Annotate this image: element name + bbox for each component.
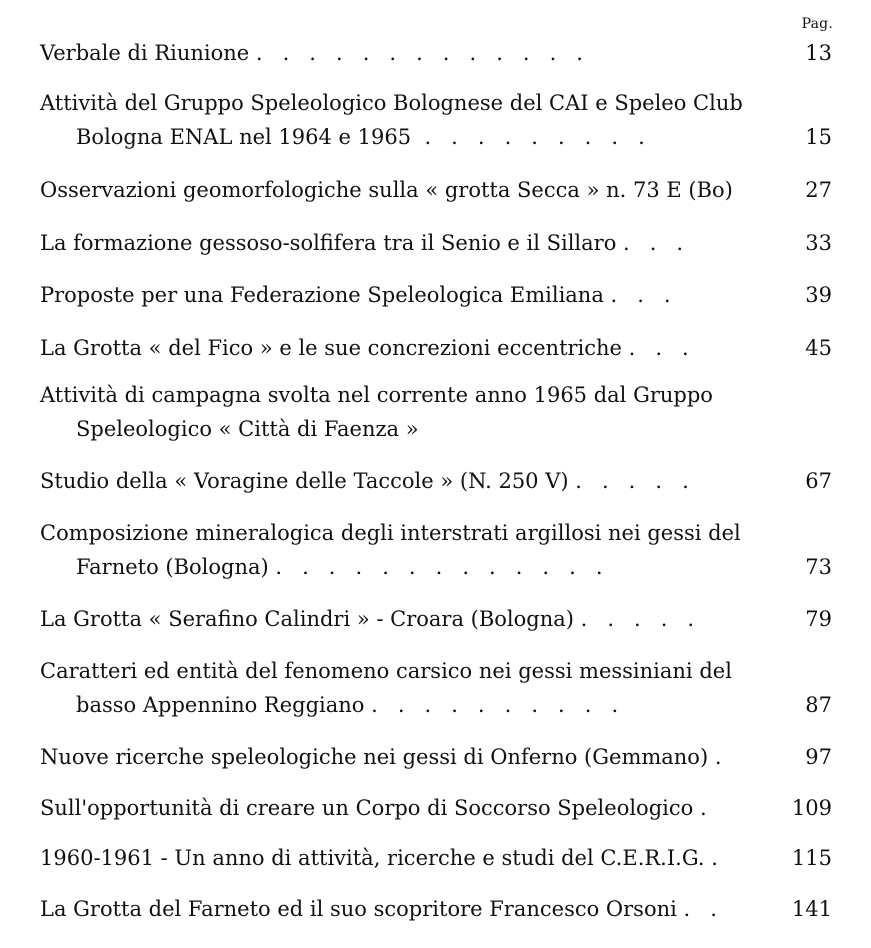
toc-entry-leader-dots: . . . . . . . . . . . . . — [249, 41, 583, 65]
toc-entry-title-line: Attività di campagna svolta nel corrente anno 1965 dal Gruppo — [40, 383, 713, 407]
toc-entry — [40, 226, 832, 260]
toc-entry-title — [40, 892, 832, 926]
toc-entry-title-line — [40, 464, 760, 498]
toc-entry — [40, 464, 832, 498]
toc-entry — [40, 378, 832, 446]
toc-entry-title-text: La formazione gessoso-solfifera tra il Senio e il Sillaro — [40, 231, 617, 255]
toc-entry-leader-dots: . . . . . . . . . — [411, 125, 645, 149]
toc-entry-title-line: Attività del Gruppo Speleologico Bolognese del CAI e Speleo Club — [40, 91, 743, 115]
toc-entry-title-line — [40, 226, 760, 260]
toc-entry-leader-dots: . — [693, 796, 707, 820]
toc-entry — [40, 173, 832, 207]
toc-entry-title — [40, 841, 832, 875]
toc-entry-title — [40, 226, 832, 260]
toc-entry-title — [40, 278, 832, 312]
toc-entry — [40, 86, 832, 154]
toc-entry-leader-dots: . . . . . . . . . . — [364, 693, 619, 717]
toc-entry — [40, 331, 832, 365]
toc-entry-title-text: basso Appennino Reggiano — [76, 693, 365, 717]
toc-entry-leader-dots: . . . . . . . . . . . . . — [268, 555, 603, 579]
toc-entry-title-line — [40, 278, 760, 312]
toc-entry-title — [40, 173, 832, 207]
toc-entry-title — [40, 516, 832, 584]
toc-entry-title — [40, 36, 832, 70]
toc-entry-title — [40, 654, 832, 722]
toc-entry-title — [40, 791, 832, 825]
toc-entry-page-number: 15 — [805, 125, 832, 149]
toc-entry-title-line — [40, 602, 760, 636]
toc-entry-title-line — [40, 331, 760, 365]
toc-entry-title-text: Proposte per una Federazione Speleologica Emiliana — [40, 283, 604, 307]
toc-entry-title — [40, 331, 832, 365]
toc-entry-leader-dots: . . . . . — [568, 469, 689, 493]
toc-entry-title-text: Studio della « Voragine delle Taccole » (N. 250 V) — [40, 469, 569, 493]
toc-entry-page-number: 97 — [805, 745, 832, 769]
toc-entry-title-text: Sull'opportunità di creare un Corpo di Soccorso Speleologico — [40, 796, 694, 820]
toc-entry-title-text: La Grotta « Serafino Calindri » - Croara (Bologna) — [40, 607, 574, 631]
toc-entry-title-text: Verbale di Riunione — [40, 41, 250, 65]
toc-entry — [40, 602, 832, 636]
toc-entry-leader-dots: . . . — [616, 231, 684, 255]
toc-entry-page-number: 109 — [791, 796, 832, 820]
toc-entry-title-line — [40, 841, 760, 875]
toc-entry-title — [40, 464, 832, 498]
toc-entry — [40, 892, 832, 926]
toc-entry-page-number: 45 — [805, 336, 832, 360]
toc-entry — [40, 791, 832, 825]
toc-entry-page-number: 67 — [805, 469, 832, 493]
toc-entry-leader-dots: . . . . . — [573, 607, 695, 631]
toc-entry-title-continuation — [40, 688, 760, 722]
toc-entry — [40, 278, 832, 312]
toc-entry-title — [40, 740, 832, 774]
toc-entry — [40, 36, 832, 70]
toc-entry-leader-dots: . — [704, 846, 718, 870]
toc-entry — [40, 841, 832, 875]
toc-entry-page-number: 27 — [805, 178, 832, 202]
toc-entry-title-text: 1960-1961 - Un anno di attività, ricerche e studi del C.E.R.I.G. — [40, 846, 705, 870]
toc-entry-title-text: La Grotta del Farneto ed il suo scopritore Francesco Orsoni — [40, 897, 677, 921]
page-column-header: Pag. — [801, 16, 833, 32]
toc-entry — [40, 654, 832, 722]
toc-entry-title-continuation — [40, 120, 760, 154]
toc-entry-page-number: 73 — [805, 555, 832, 579]
toc-entry-title-line: Caratteri ed entità del fenomeno carsico nei gessi messiniani del — [40, 659, 732, 683]
toc-entry-title-continuation: Speleologico « Città di Faenza » — [76, 417, 419, 441]
toc-entry — [40, 516, 832, 584]
toc-entry-title-text: Farneto (Bologna) — [76, 555, 269, 579]
toc-entry-title-text: Nuove ricerche speleologiche nei gessi di Onferno (Gemmano) — [40, 745, 709, 769]
toc-entry-leader-dots: . . . — [603, 283, 671, 307]
toc-entry-page-number: 115 — [791, 846, 832, 870]
toc-entry-page-number: 13 — [805, 41, 832, 65]
toc-entry-title-line: Composizione mineralogica degli interstrati argillosi nei gessi del — [40, 521, 741, 545]
toc-entry-title-continuation — [40, 550, 760, 584]
toc-entry-page-number: 33 — [805, 231, 832, 255]
toc-entry-title — [40, 378, 832, 446]
toc-entry-leader-dots: . . . — [621, 336, 689, 360]
toc-entry-title-text: La Grotta « del Fico » e le sue concrezioni eccentriche — [40, 336, 622, 360]
toc-entry-leader-dots: . . — [676, 897, 717, 921]
toc-entry-title-text: Bologna ENAL nel 1964 e 1965 — [76, 125, 412, 149]
toc-entry — [40, 740, 832, 774]
toc-entry-leader-dots: . — [708, 745, 722, 769]
toc-entry-title-line — [40, 740, 760, 774]
toc-entry-title-line: Osservazioni geomorfologiche sulla « grotta Secca » n. 73 E (Bo) — [40, 178, 733, 202]
toc-entry-page-number: 141 — [791, 897, 832, 921]
toc-entry-title-line — [40, 892, 760, 926]
toc-entry-page-number: 87 — [805, 693, 832, 717]
toc-entry-page-number: 79 — [805, 607, 832, 631]
toc-entry-page-number: 39 — [805, 283, 832, 307]
toc-entry-title — [40, 602, 832, 636]
toc-entry-title — [40, 86, 832, 154]
toc-entry-title-line — [40, 36, 760, 70]
toc-entry-title-line — [40, 791, 760, 825]
